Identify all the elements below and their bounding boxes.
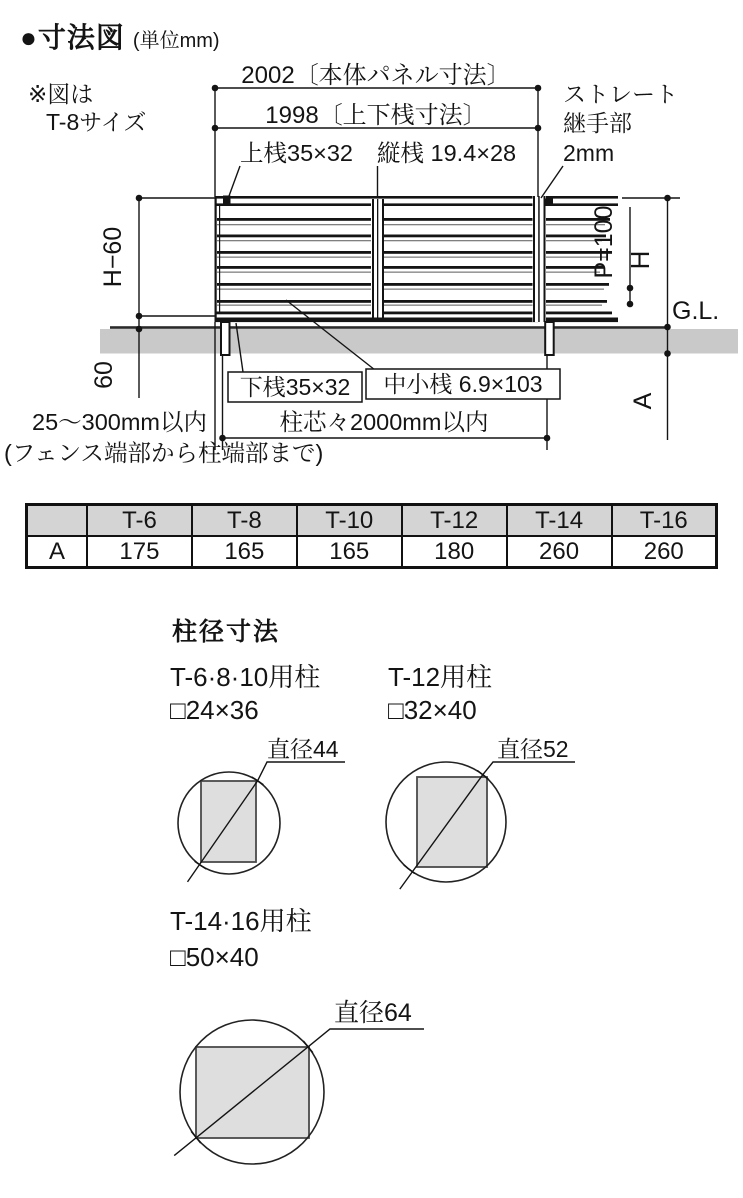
offset-note-label: (フェンス端部から柱端部まで) xyxy=(4,440,324,466)
page-title-text: ●寸法図 xyxy=(20,22,125,53)
left-bracket xyxy=(223,196,231,204)
table-cell: 165 xyxy=(297,536,402,568)
post-diagram-t12 xyxy=(386,762,575,889)
table-header-blank xyxy=(27,505,88,537)
dim-rails-label: 1998〔上下桟寸法〕 xyxy=(265,102,487,129)
table-cell: 260 xyxy=(507,536,612,568)
joint-label-3: 2mm xyxy=(563,140,615,166)
fence-rails xyxy=(215,196,618,322)
dim-60: 60 xyxy=(90,361,118,389)
table-cell: 180 xyxy=(402,536,507,568)
post-diagram-t14-t16 xyxy=(174,1020,424,1164)
post3-size: □50×40 xyxy=(170,942,259,972)
dim-height: H xyxy=(625,250,655,270)
panel-left-edge xyxy=(215,196,217,322)
dim-depth-a: A xyxy=(629,392,657,410)
dim-panel-label: 2002〔本体パネル寸法〕 xyxy=(241,62,511,89)
size-note-line2: T-8サイズ xyxy=(46,109,147,135)
table-header-t16: T-16 xyxy=(612,505,717,537)
post1-size: □24×36 xyxy=(170,695,259,725)
vertical-rail xyxy=(371,199,384,318)
table-header-row xyxy=(27,505,717,537)
table-header-t10: T-10 xyxy=(297,505,402,537)
vertical-rail-label: 縦桟 19.4×28 xyxy=(377,140,517,166)
post-diagram-t6-t10 xyxy=(178,762,345,882)
top-rail-label: 上桟35×32 xyxy=(240,140,354,166)
post1-title: T-6·8·10用柱 xyxy=(170,662,321,692)
diameter-64-label: 直径64 xyxy=(334,999,412,1027)
size-note-line1: ※図は xyxy=(28,81,94,107)
post2-title: T-12用柱 xyxy=(388,662,493,692)
panel-left-inner-line xyxy=(219,206,220,312)
table-header-t6: T-6 xyxy=(87,505,192,537)
embed-depth-table xyxy=(25,503,718,569)
ground-strip xyxy=(100,329,738,354)
right-post-stub xyxy=(545,322,554,355)
post3-title: T-14·16用柱 xyxy=(170,906,312,936)
fence-slats xyxy=(217,218,612,303)
size-note xyxy=(28,80,146,136)
ground-level-label: G.L. xyxy=(672,297,720,325)
table-header-t14: T-14 xyxy=(507,505,612,537)
ground-level-line xyxy=(110,326,668,329)
joint-label-2: 継手部 xyxy=(563,110,632,136)
page-title-unit: (単位mm) xyxy=(132,30,220,52)
left-post-stub xyxy=(221,322,230,355)
post-section-heading: 柱径寸法 xyxy=(172,618,281,646)
table-row xyxy=(27,536,717,568)
table-header-t12: T-12 xyxy=(402,505,507,537)
dim-pitch: P=100 xyxy=(590,205,618,279)
page-title xyxy=(20,16,220,56)
diameter-52-label: 直径52 xyxy=(497,736,569,762)
post-pitch-label: 柱芯々2000mm以内 xyxy=(279,409,489,435)
table-row-label: A xyxy=(27,536,88,568)
table-cell: 165 xyxy=(192,536,297,568)
joint-label-1: ストレート xyxy=(563,81,678,107)
mid-rail-label: 中小桟 6.9×103 xyxy=(383,371,543,397)
joint-bracket xyxy=(546,199,554,207)
table-cell: 260 xyxy=(612,536,717,568)
offset-range-label: 25〜300mm以内 xyxy=(32,409,207,435)
diameter-44-label: 直径44 xyxy=(267,736,339,762)
straight-joint-post xyxy=(533,196,547,322)
table-header-t8: T-8 xyxy=(192,505,297,537)
dim-h-minus-60: H−60 xyxy=(99,226,127,288)
bottom-rail-label: 下桟35×32 xyxy=(239,374,351,400)
table-cell: 175 xyxy=(87,536,192,568)
post2-size: □32×40 xyxy=(388,695,477,725)
